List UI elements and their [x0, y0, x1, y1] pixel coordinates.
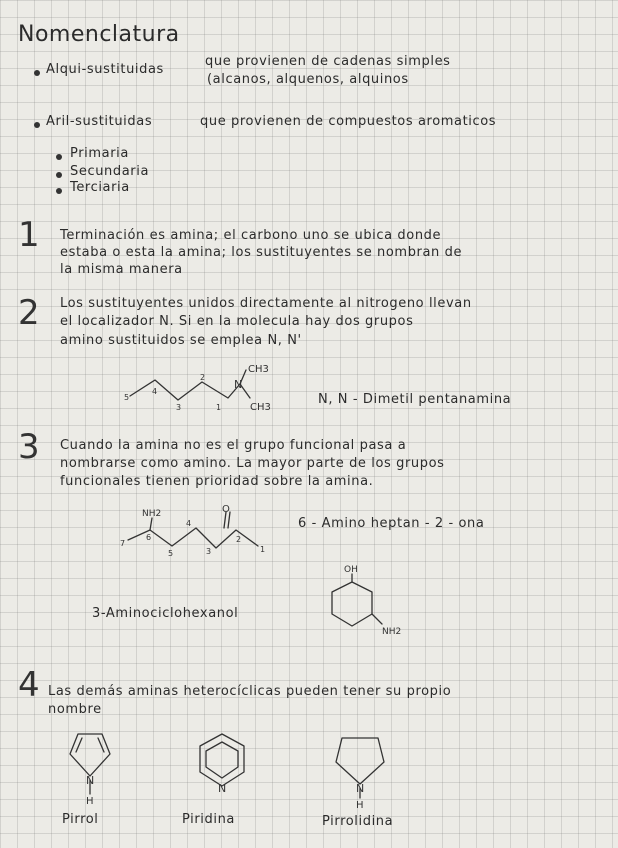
pyrrole-ring — [70, 734, 110, 776]
rule-text-line: funcionales tienen prioridad sobre la amina. — [60, 474, 374, 489]
rule-number: 3 — [18, 427, 40, 467]
aril-label: Aril-sustituidas — [46, 114, 153, 129]
h-label: H — [86, 796, 94, 807]
oh-label: OH — [344, 565, 358, 575]
locant-label: 4 — [152, 387, 158, 396]
locant-label: 1 — [216, 403, 222, 412]
alqui-label: Alqui-sustituidas — [46, 62, 164, 77]
locant-label: 5 — [168, 549, 174, 558]
rule-number: 2 — [18, 293, 40, 333]
alqui-desc-1: que provienen de cadenas simples — [205, 54, 451, 69]
pyrrolidine-ring — [336, 738, 384, 784]
type-primaria: Primaria — [70, 146, 129, 161]
nh2-label: NH2 — [142, 509, 162, 519]
locant-label: 5 — [124, 393, 130, 402]
ch3-label: CH3 — [250, 402, 271, 413]
example-name: 6 - Amino heptan - 2 - ona — [298, 516, 485, 531]
rule-text-line: amino sustituidos se emplea N, N' — [60, 333, 302, 348]
locant-label: 7 — [120, 539, 126, 548]
rule-text-line: Cuando la amina no es el grupo funcional pasa a — [60, 438, 407, 453]
pyrrole-double-bond — [76, 738, 82, 752]
locant-label: 6 — [146, 533, 152, 542]
nh2-bond — [372, 614, 382, 624]
rule-text-line: estaba o esta la amina; los sustituyentes se nombran de — [60, 245, 463, 260]
o-label: O — [222, 504, 230, 515]
locant-label: 1 — [260, 545, 266, 554]
heterocycle-name: Pirrol — [62, 812, 99, 827]
rule-text-line: Terminación es amina; el carbono uno se ubica donde — [60, 228, 442, 243]
n-label: N — [234, 378, 243, 391]
rule-text-line: Las demás aminas heterocíclicas pueden tener su propio — [48, 684, 452, 699]
cyclohexane-ring — [332, 582, 372, 626]
pyrrole-double-bond — [98, 738, 104, 752]
h-label: H — [356, 800, 364, 811]
rule-text-line: la misma manera — [60, 262, 183, 277]
n-label: N — [356, 782, 365, 795]
type-terciaria: Terciaria — [70, 180, 130, 195]
page-title: Nomenclatura — [18, 22, 180, 47]
rule-text-line: nombrarse como amino. La mayor parte de los grupos — [60, 456, 445, 471]
example-name: N, N - Dimetil pentanamina — [318, 392, 512, 407]
locant-label: 3 — [206, 547, 212, 556]
n-label: N — [86, 774, 95, 787]
nh2-label: NH2 — [382, 627, 402, 637]
locant-label: 2 — [200, 373, 206, 382]
alqui-desc-2: (alcanos, alquenos, alquinos — [207, 72, 409, 87]
rule-number: 4 — [18, 665, 40, 705]
rule-text-line: el localizador N. Si en la molecula hay dos grupos — [60, 314, 414, 329]
ch3-label: CH3 — [248, 364, 269, 375]
heterocycle-name: Pirrolidina — [322, 814, 394, 829]
locant-label: 3 — [176, 403, 182, 412]
locant-label: 4 — [186, 519, 192, 528]
rule-text-line: nombre — [48, 702, 102, 717]
heterocycle-name: Piridina — [182, 812, 235, 827]
n-label: N — [218, 782, 227, 795]
rule-text-line: Los sustituyentes unidos directamente al nitrogeno llevan — [60, 296, 472, 311]
aril-desc: que provienen de compuestos aromaticos — [200, 114, 497, 129]
example-name: 3-Aminociclohexanol — [92, 606, 239, 621]
rule-number: 1 — [18, 215, 40, 255]
pyridine-inner-ring — [206, 742, 238, 778]
amine-bond — [150, 518, 152, 530]
locant-label: 2 — [236, 535, 242, 544]
pentyl-chain — [130, 378, 243, 400]
type-secundaria: Secundaria — [70, 164, 150, 179]
